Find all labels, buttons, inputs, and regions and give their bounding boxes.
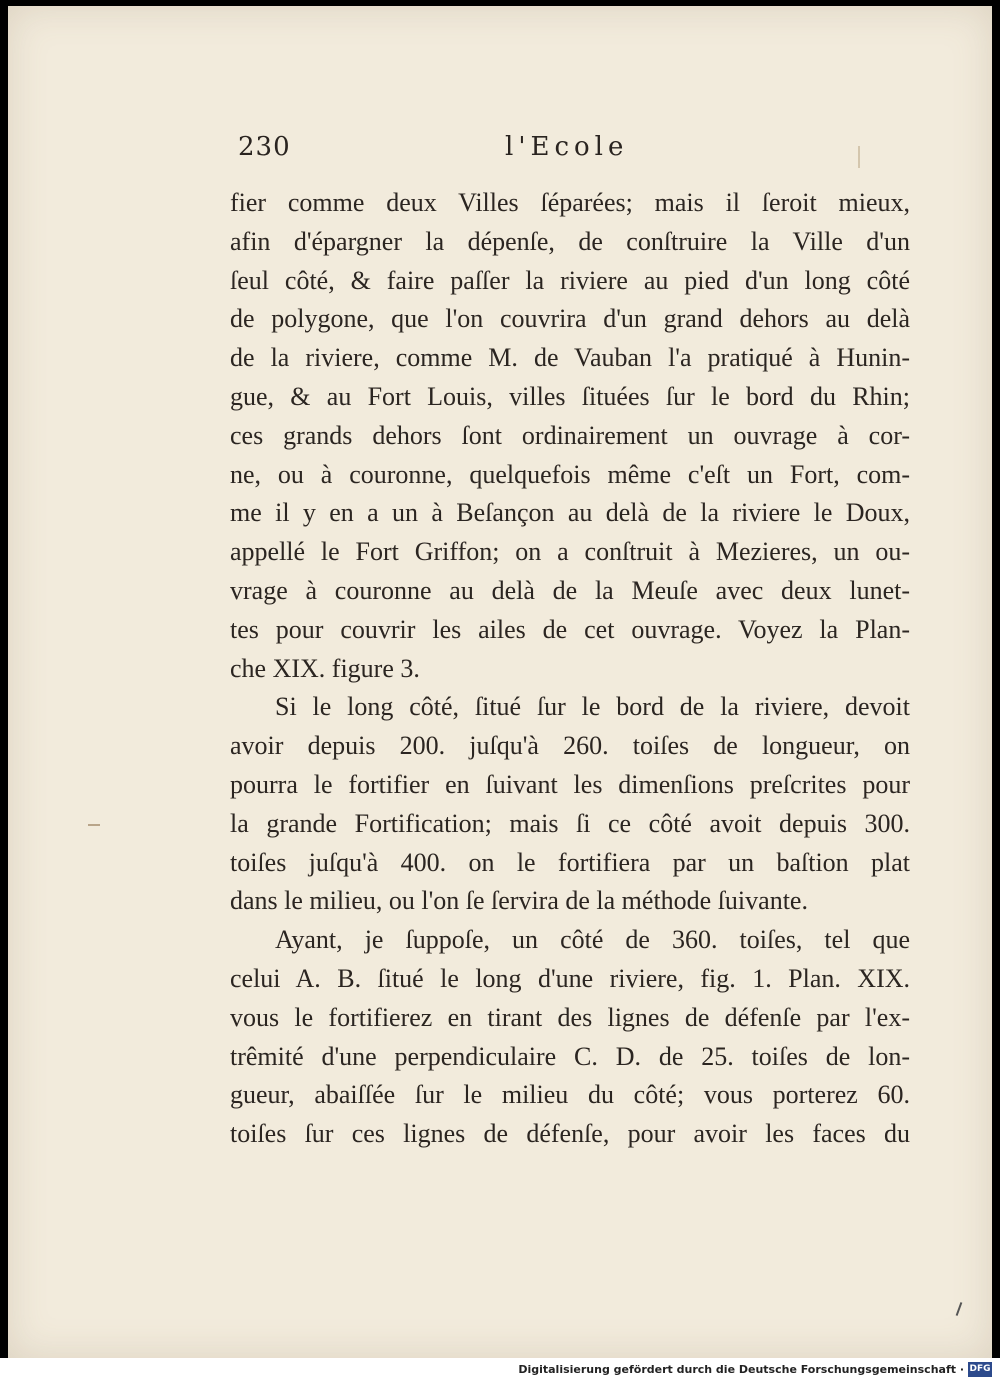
page-header [238,132,918,172]
margin-mark [858,146,860,168]
text-line: toiſes juſqu'à 400. on le fortifiera par un baſtion plat [230,847,910,877]
page-number: 230 [238,132,291,162]
text-line: appellé le Fort Griffon; on a conſtruit à Mezieres, un ou- [230,537,910,567]
dfg-logo: DFG [968,1362,992,1377]
running-head: l'Ecole [505,132,629,162]
body-text [230,184,910,1154]
text-line: Ayant, je ſuppoſe, un côté de 360. toiſes, tel que [275,925,910,955]
text-line: me il y en a un à Beſançon au delà de la riviere le Doux, [230,498,910,528]
text-line: Si le long côté, ſitué ſur le bord de la riviere, devoit [275,692,910,722]
text-line: afin d'épargner la dépenſe, de conſtruire la Ville d'un [230,226,910,256]
text-line: vrage à couronne au delà de la Meuſe avec deux lunet- [230,575,910,605]
text-line: ſeul côté, & faire paſſer la riviere au pied d'un long côté [230,265,910,295]
text-line: toiſes ſur ces lignes de défenſe, pour avoir les faces du [230,1119,910,1149]
margin-mark [88,824,100,826]
text-line: fier comme deux Villes ſéparées; mais il ſeroit mieux, [230,188,910,217]
text-line: dans le milieu, ou l'on ſe ſervira de la méthode ſuivante. [230,886,808,916]
text-line: de polygone, que l'on couvrira d'un grand dehors au delà [230,304,910,334]
text-line: de la riviere, comme M. de Vauban l'a pratiqué à Hunin- [230,343,910,373]
text-line: la grande Fortification; mais ſi ce côté avoit depuis 300. [230,808,910,838]
text-line: trêmité d'une perpendiculaire C. D. de 25. toiſes de lon- [230,1041,910,1071]
text-line: vous le fortifierez en tirant des lignes de défenſe par l'ex- [230,1002,910,1032]
text-line: avoir depuis 200. juſqu'à 260. toiſes de longueur, on [230,731,910,761]
footer-bar [0,1358,1000,1384]
text-line: ces grands dehors ſont ordinairement un ouvrage à cor- [230,420,910,450]
text-line: che XIX. figure 3. [230,653,420,683]
funding-credit: Digitalisierung gefördert durch die Deutsche Forschungsgemeinschaft · [518,1363,964,1376]
text-line: pourra le fortifier en ſuivant les dimenſions preſcrites pour [230,769,910,799]
text-line: ne, ou à couronne, quelquefois même c'eſt un Fort, com- [230,459,910,489]
book-page [8,6,992,1358]
text-line: tes pour couvrir les ailes de cet ouvrage. Voyez la Plan- [230,614,910,644]
text-line: celui A. B. ſitué le long d'une riviere, fig. 1. Plan. XIX. [230,963,910,993]
margin-mark [956,1302,963,1316]
text-line: gue, & au Fort Louis, villes ſituées ſur le bord du Rhin; [230,381,910,411]
text-line: gueur, abaiſſée ſur le milieu du côté; vous porterez 60. [230,1080,910,1110]
